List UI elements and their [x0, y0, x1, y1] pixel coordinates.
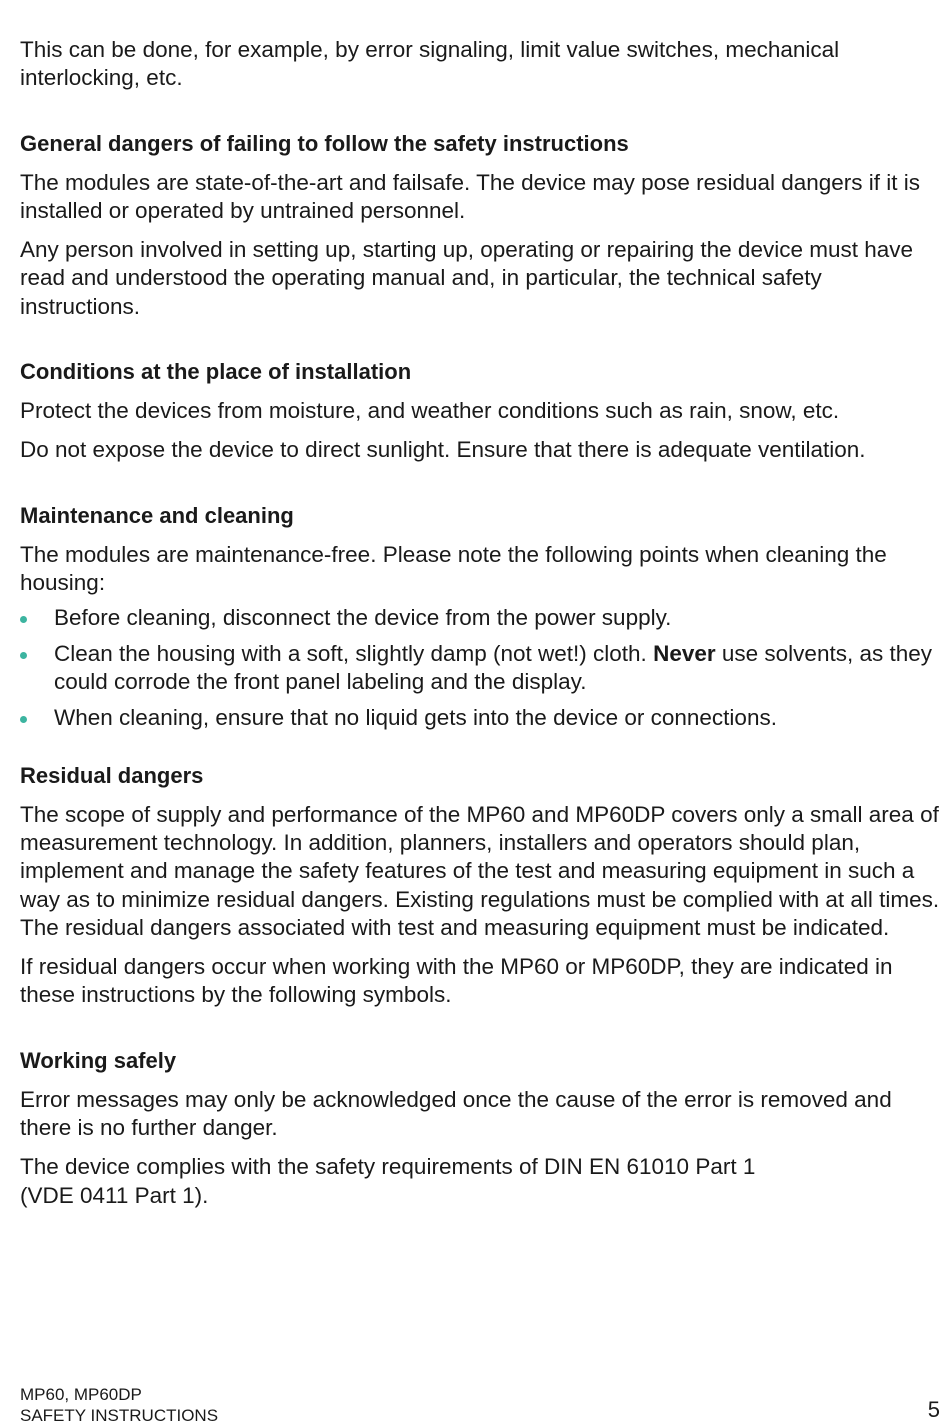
bullet-list: [20, 604, 942, 732]
footer-product: MP60, MP60DP: [20, 1385, 142, 1404]
paragraph: Any person involved in setting up, starting up, operating or repairing the device must have read and understood the operating manual and, in particular, the technical safety instructions.: [20, 237, 914, 319]
footer: [20, 1384, 218, 1426]
list-item-text: Clean the housing with a soft, slightly damp (not wet!) cloth.: [54, 641, 647, 667]
section-heading: General dangers of failing to follow the safety instructions: [20, 130, 629, 156]
section-residual-dangers: [20, 762, 942, 1010]
paragraph: [20, 1153, 942, 1210]
paragraph-line: The device complies with the safety requirements of DIN EN 61010 Part 1: [20, 1154, 756, 1180]
paragraph: The modules are state-of-the-art and failsafe. The device may pose residual dangers if it is installed or operated by untrained personnel.: [20, 169, 921, 223]
section-heading: Residual dangers: [20, 762, 204, 788]
list-item: [20, 640, 942, 697]
section-heading: Working safely: [20, 1047, 177, 1073]
list-item-text: use solvents, as they could corrode the front panel labeling and the display.: [54, 641, 933, 695]
section-general-dangers: [20, 130, 942, 321]
document-page: [20, 36, 942, 1210]
section-maintenance: [20, 502, 942, 733]
footer-chapter: SAFETY INSTRUCTIONS: [20, 1406, 219, 1425]
paragraph: Protect the devices from moisture, and weather conditions such as rain, snow, etc.: [20, 398, 840, 424]
intro-paragraph: This can be done, for example, by error signaling, limit value switches, mechanical interlocking, etc.: [20, 37, 840, 91]
list-item-text: When cleaning, ensure that no liquid gets into the device or connections.: [54, 705, 777, 731]
bullet-dot-icon: [20, 616, 27, 623]
section-working-safely: [20, 1047, 942, 1210]
list-item: [20, 704, 942, 732]
paragraph: If residual dangers occur when working with the MP60 or MP60DP, they are indicated in these instructions by the following symbols.: [20, 954, 893, 1008]
list-item-text: Before cleaning, disconnect the device from the power supply.: [54, 605, 672, 631]
section-installation: [20, 358, 942, 465]
paragraph: Error messages may only be acknowledged once the cause of the error is removed and there is no further danger.: [20, 1086, 892, 1141]
paragraph: The scope of supply and performance of the MP60 and MP60DP covers only a small area of measurement technology. In addition, planners, installers and operators should plan, implement and manage the safety features of the test and measuring equipment in such a way as to minimize residual dangers. Existing regulations must be complied with at all times. The residual dangers associated with test and measuring equipment must be indicated.: [20, 801, 940, 940]
paragraph: The modules are maintenance-free. Please note the following points when cleaning the housing:: [20, 541, 887, 595]
section-heading: Maintenance and cleaning: [20, 502, 294, 528]
emphasis-text: Never: [653, 641, 716, 667]
bullet-dot-icon: [20, 716, 27, 723]
list-item: [20, 604, 942, 632]
section-heading: Conditions at the place of installation: [20, 359, 412, 385]
page-number: 5: [927, 1397, 940, 1422]
paragraph-line: (VDE 0411 Part 1).: [20, 1182, 209, 1208]
bullet-dot-icon: [20, 652, 27, 659]
paragraph: Do not expose the device to direct sunlight. Ensure that there is adequate ventilation.: [20, 437, 866, 463]
